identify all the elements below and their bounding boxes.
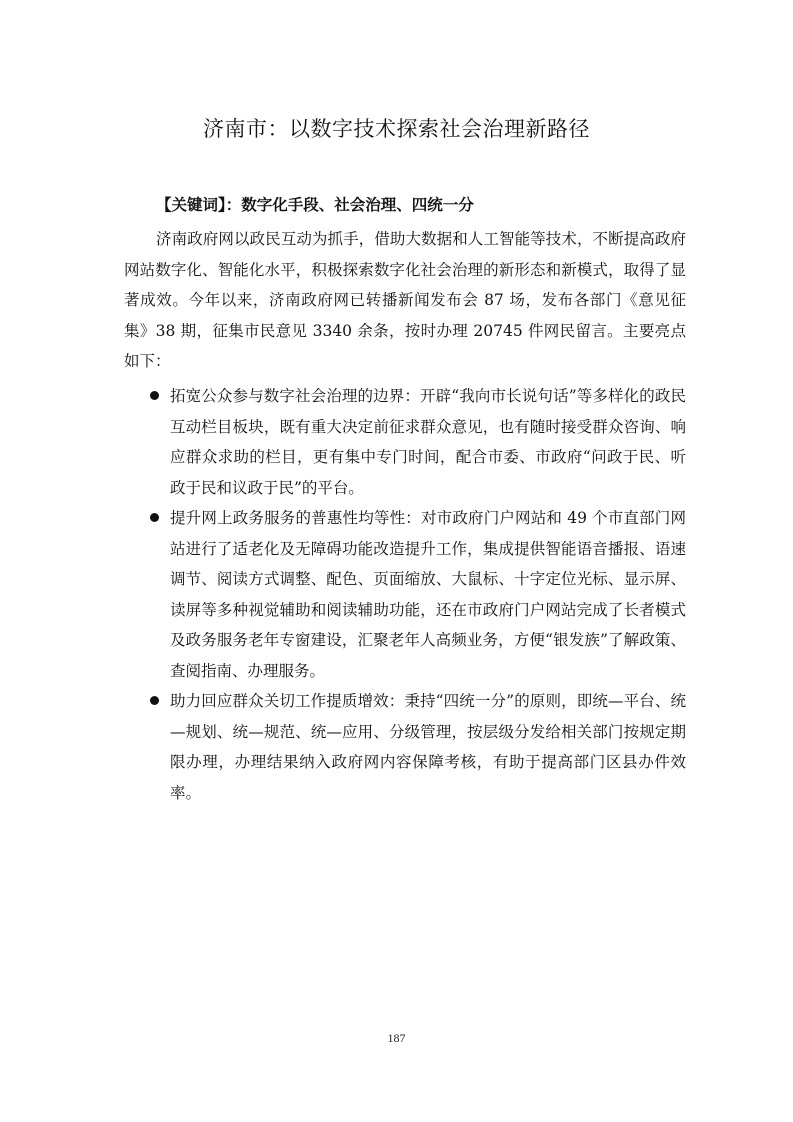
list-item: [124, 503, 686, 686]
highlights-list: [124, 381, 686, 808]
list-item: [124, 381, 686, 503]
page-number: 187: [387, 1031, 406, 1045]
list-item-text: 助力回应群众关切工作提质增效：秉持“四统一分”的原则，即统—平台、统—规划、统—规范、统—应用、分级管理，按层级分发给相关部门按规定期限办理，办理结果纳入政府网内容保障考核，有助于提高部门区县办件效率。: [170, 692, 686, 802]
bullet-dot-icon: [150, 696, 159, 705]
document-title: 济南市：以数字技术探索社会治理新路径: [203, 117, 590, 141]
list-item-text: 拓宽公众参与数字社会治理的边界：开辟“我向市长说句话”等多样化的政民互动栏目板块，既有重大决定前征求群众意见，也有随时接受群众咨询、响应群众求助的栏目，更有集中专门时间，配合市委、市政府“问政于民、听政于民和议政于民”的平台。: [170, 387, 686, 497]
list-item: [124, 686, 686, 808]
bullet-dot-icon: [150, 513, 159, 522]
bullet-dot-icon: [150, 391, 159, 400]
keywords-line: 【关键词】：数字化手段、社会治理、四统一分: [156, 195, 474, 214]
intro-paragraph: 济南政府网以政民互动为抓手，借助大数据和人工智能等技术，不断提高政府网站数字化、智能化水平，积极探索数字化社会治理的新形态和新模式，取得了显著成效。今年以来，济南政府网已转播新闻发布会 87 场，发布各部门《意见征集》38 期，征集市民意见 3340 余条，按时办理 20745 件网民留言。主要亮点如下：: [124, 230, 686, 370]
list-item-text: 提升网上政务服务的普惠性均等性：对市政府门户网站和 49 个市直部门网站进行了适老化及无障碍功能改造提升工作，集成提供智能语音播报、语速调节、阅读方式调整、配色、页面缩放、大鼠标、十字定位光标、显示屏、读屏等多种视觉辅助和阅读辅助功能，还在市政府门户网站完成了长者模式及政务服务老年专窗建设，汇聚老年人高频业务，方便“银发族”了解政策、查阅指南、办理服务。: [170, 509, 686, 680]
